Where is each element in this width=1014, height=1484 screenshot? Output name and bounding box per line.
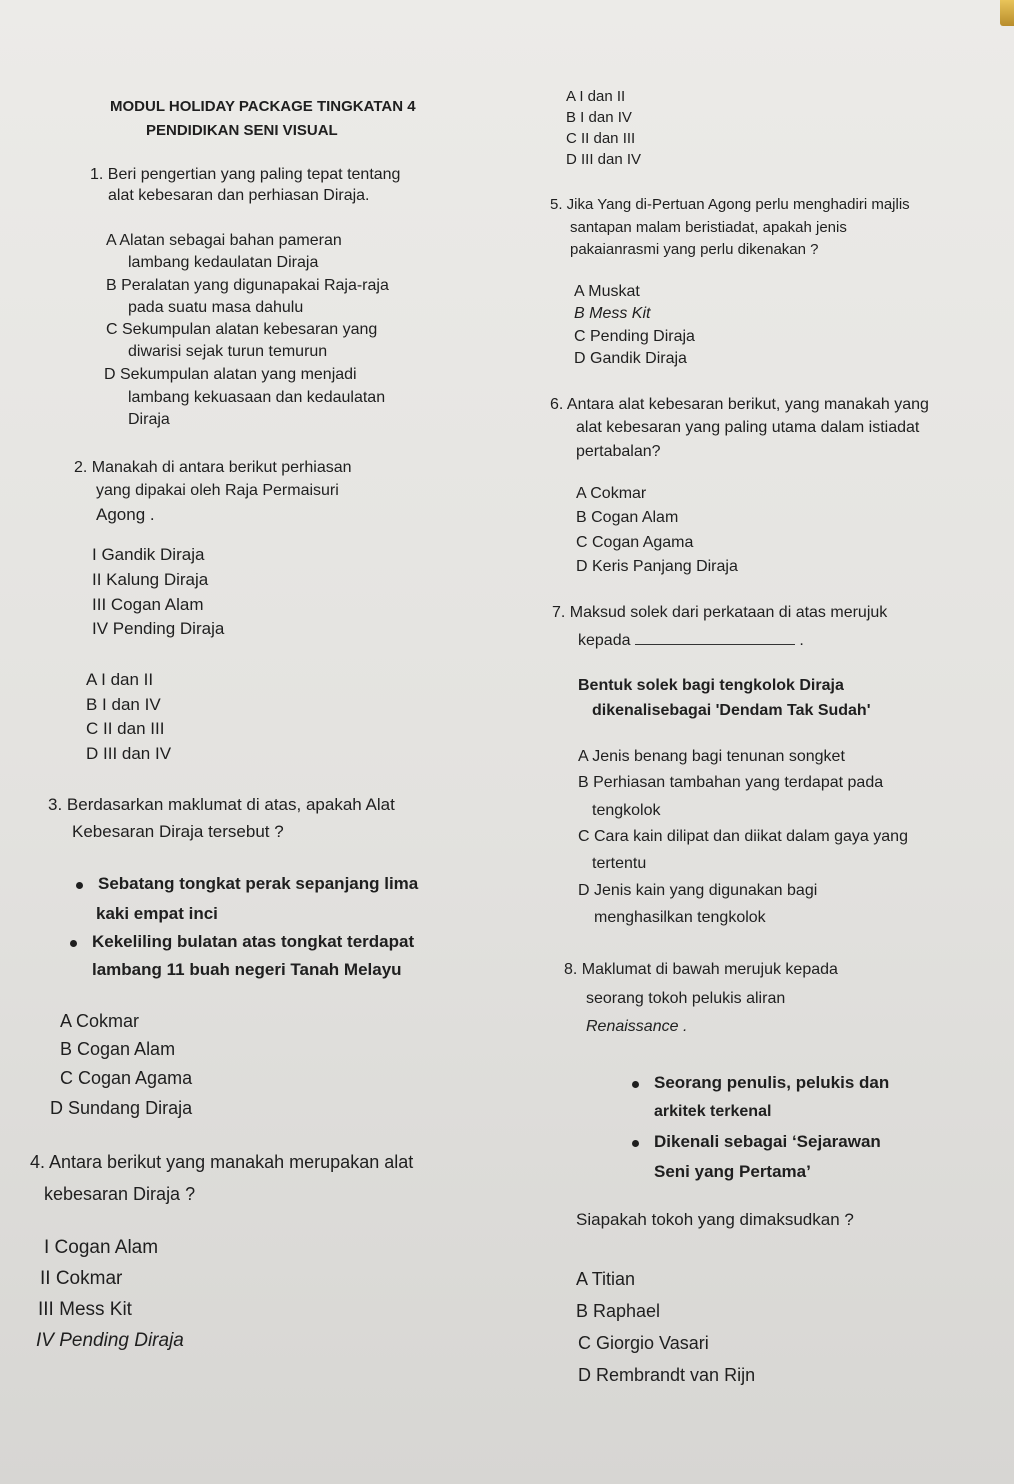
q5-option-b: B Mess Kit bbox=[574, 305, 651, 322]
q2-option-a: A I dan II bbox=[86, 670, 154, 689]
q1-stem: 1. Beri pengertian yang paling tepat tentang bbox=[90, 166, 401, 183]
q8-option-a: A Titian bbox=[576, 1269, 636, 1289]
q8-option-c: C Giorgio Vasari bbox=[578, 1333, 709, 1353]
q4-item-1: I Cogan Alam bbox=[44, 1237, 159, 1258]
q7-option-b: B Perhiasan tambahan yang terdapat pada bbox=[578, 774, 884, 791]
q1-option-a: A Alatan sebagai bahan pameran bbox=[106, 232, 342, 249]
q7-option-c: tertentu bbox=[592, 855, 647, 872]
q4-option-d: D III dan IV bbox=[566, 151, 642, 168]
binder-clip-corner bbox=[1000, 0, 1014, 26]
q8-clue-2: Seni yang Pertama’ bbox=[654, 1162, 811, 1181]
q8-stem: seorang tokoh pelukis aliran bbox=[586, 990, 786, 1007]
module-title: MODUL HOLIDAY PACKAGE TINGKATAN 4 bbox=[110, 98, 416, 115]
subject-title: PENDIDIKAN SENI VISUAL bbox=[146, 122, 338, 139]
q5-option-a: A Muskat bbox=[574, 283, 640, 300]
q3-option-d: D Sundang Diraja bbox=[50, 1098, 193, 1118]
q1-option-c: diwarisi sejak turun temurun bbox=[128, 343, 328, 360]
q8-stem: 8. Maklumat di bawah merujuk kepada bbox=[564, 961, 838, 978]
q7-option-d: D Jenis kain yang digunakan bagi bbox=[578, 882, 818, 899]
q8-clue-2: Dikenali sebagai ‘Sejarawan bbox=[654, 1132, 881, 1151]
q7-option-b: tengkolok bbox=[592, 802, 661, 819]
q3-stem: 3. Berdasarkan maklumat di atas, apakah Alat bbox=[48, 795, 395, 814]
q5-option-d: D Gandik Diraja bbox=[574, 350, 687, 367]
q5-stem: 5. Jika Yang di-Pertuan Agong perlu menghadiri majlis bbox=[550, 196, 910, 213]
q2-stem: yang dipakai oleh Raja Permaisuri bbox=[96, 482, 339, 499]
q3-option-b: B Cogan Alam bbox=[60, 1039, 176, 1059]
q7-stem bbox=[578, 630, 804, 650]
q3-option-c: C Cogan Agama bbox=[60, 1068, 193, 1088]
q4-option-a: A I dan II bbox=[566, 88, 626, 105]
q7-stem: 7. Maksud solek dari perkataan di atas merujuk bbox=[552, 604, 888, 621]
q7-option-c: C Cara kain dilipat dan diikat dalam gaya yang bbox=[578, 828, 908, 845]
q6-stem: alat kebesaran yang paling utama dalam istiadat bbox=[576, 419, 920, 436]
q7-info-line: Bentuk solek bagi tengkolok Diraja bbox=[578, 677, 844, 694]
q1-option-a: lambang kedaulatan Diraja bbox=[128, 254, 319, 271]
q5-option-c: C Pending Diraja bbox=[574, 328, 695, 345]
q3-option-a: A Cokmar bbox=[60, 1011, 140, 1031]
q5-stem: santapan malam beristiadat, apakah jenis bbox=[570, 219, 847, 236]
q4-item-4: IV Pending Diraja bbox=[36, 1330, 184, 1351]
q7-option-a: A Jenis benang bagi tenunan songket bbox=[578, 748, 845, 765]
q3-clue-1: Sebatang tongkat perak sepanjang lima bbox=[98, 874, 419, 893]
q2-item-3: III Cogan Alam bbox=[92, 595, 204, 614]
q6-stem: pertabalan? bbox=[576, 443, 661, 460]
q7-stem-text: kepada bbox=[578, 632, 631, 649]
q7-info-line: dikenalisebagai 'Dendam Tak Sudah' bbox=[592, 702, 871, 719]
q1-option-c: C Sekumpulan alatan kebesaran yang bbox=[106, 321, 378, 338]
q2-stem: 2. Manakah di antara berikut perhiasan bbox=[74, 459, 352, 476]
q1-option-b: pada suatu masa dahulu bbox=[128, 299, 304, 316]
q6-option-a: A Cokmar bbox=[576, 485, 647, 502]
q2-option-d: D III dan IV bbox=[86, 744, 172, 763]
q8-option-b: B Raphael bbox=[576, 1301, 661, 1321]
q1-option-d: lambang kekuasaan dan kedaulatan bbox=[128, 389, 386, 406]
q4-option-c: C II dan III bbox=[566, 130, 636, 147]
answer-blank bbox=[635, 630, 795, 645]
q2-item-1: I Gandik Diraja bbox=[92, 545, 205, 564]
q1-option-d: D Sekumpulan alatan yang menjadi bbox=[104, 366, 357, 383]
q8-stem: Renaissance . bbox=[586, 1018, 688, 1035]
q6-option-d: D Keris Panjang Diraja bbox=[576, 558, 738, 575]
q1-option-b: B Peralatan yang digunapakai Raja-raja bbox=[106, 277, 389, 294]
q6-option-b: B Cogan Alam bbox=[576, 509, 679, 526]
q4-item-3: III Mess Kit bbox=[38, 1299, 132, 1320]
q5-stem: pakaianrasmi yang perlu dikenakan ? bbox=[570, 241, 819, 258]
q1-option-d: Diraja bbox=[128, 411, 170, 428]
q6-stem: 6. Antara alat kebesaran berikut, yang manakah yang bbox=[550, 396, 929, 413]
q3-stem: Kebesaran Diraja tersebut ? bbox=[72, 822, 284, 841]
q8-option-d: D Rembrandt van Rijn bbox=[578, 1365, 756, 1385]
q8-clue-1: Seorang penulis, pelukis dan bbox=[654, 1073, 890, 1092]
q4-item-2: II Cokmar bbox=[40, 1268, 123, 1289]
q4-stem: kebesaran Diraja ? bbox=[44, 1184, 196, 1204]
q7-stem-end: . bbox=[799, 632, 804, 649]
q2-item-2: II Kalung Diraja bbox=[92, 570, 209, 589]
q7-option-d: menghasilkan tengkolok bbox=[594, 909, 766, 926]
q6-option-c: C Cogan Agama bbox=[576, 534, 694, 551]
q2-option-c: C II dan III bbox=[86, 719, 165, 738]
q4-option-b: B I dan IV bbox=[566, 109, 632, 126]
q2-option-b: B I dan IV bbox=[86, 695, 161, 714]
q2-item-4: IV Pending Diraja bbox=[92, 619, 225, 638]
q2-stem: Agong . bbox=[96, 505, 155, 524]
q8-question: Siapakah tokoh yang dimaksudkan ? bbox=[576, 1210, 854, 1229]
q8-clue-1: arkitek terkenal bbox=[654, 1103, 772, 1120]
q3-clue-1: kaki empat inci bbox=[96, 904, 218, 923]
q4-stem: 4. Antara berikut yang manakah merupakan alat bbox=[30, 1152, 414, 1172]
q1-stem: alat kebesaran dan perhiasan Diraja. bbox=[108, 187, 370, 204]
q3-clue-2: lambang 11 buah negeri Tanah Melayu bbox=[92, 960, 402, 979]
q3-clue-2: Kekeliling bulatan atas tongkat terdapat bbox=[92, 932, 415, 951]
